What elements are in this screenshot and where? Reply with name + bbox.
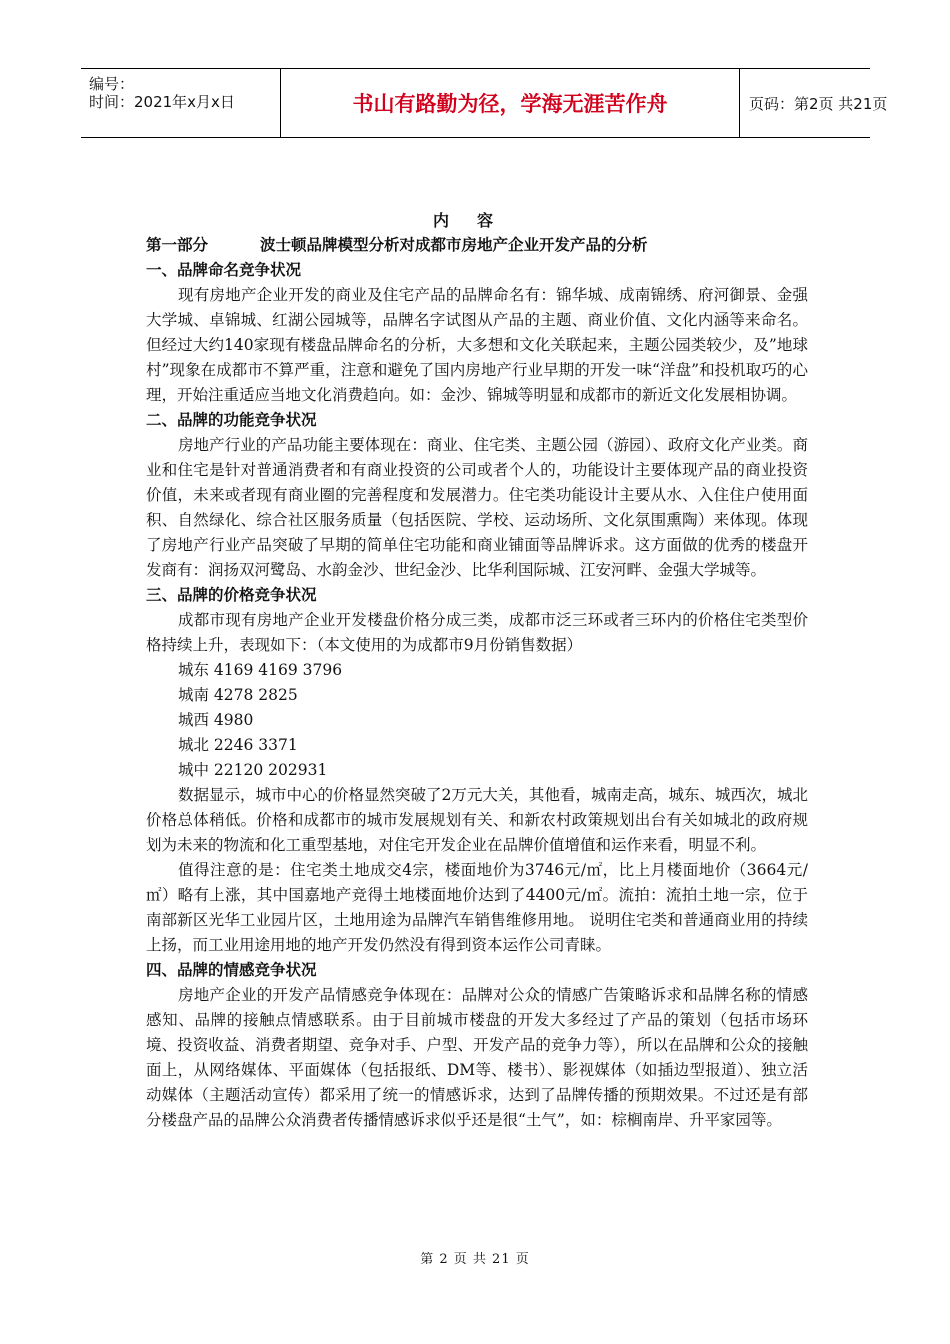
header-motto: 书山有路勤为径，学海无涯苦作舟	[280, 69, 740, 137]
price-row: 城南 4278 2825	[178, 686, 298, 704]
section-paragraph: 房地产企业的开发产品情感竞争体现在：品牌对公众的情感广告策略诉求和品牌名称的情感感知、品牌的接触点情感联系。由于目前城市楼盘的开发大多经过了产品的策划（包括市场环境、投资收益、消费者期望、竞争对手、户型、开发产品的竞争力等），所以在品牌和公众的接触面上，从网络媒体、平面媒体（包括报纸、DM等、楼书）、影视媒体（如插边型报道）、独立活动媒体（主题活动宣传）都采用了统一的情感诉求，达到了品牌传播的预期效果。不过还是有部分楼盘产品的品牌公众消费者传播情感诉求似乎还是很“土气”，如：棕榈南岸、升平家园等。	[146, 986, 808, 1129]
section-paragraph: 成都市现有房地产企业开发楼盘价格分成三类，成都市泛三环或者三环内的价格住宅类型价格持续上升，表现如下：（本文使用的为成都市9月份销售数据）	[146, 611, 808, 654]
section-heading: 三、品牌的价格竞争状况	[146, 586, 317, 604]
header-meta-cell	[81, 69, 279, 137]
section-paragraph: 数据显示，城市中心的价格显然突破了2万元大关，其他看，城南走高，城东、城西次，城北价格总体稍低。价格和成都市的城市发展规划有关、和新农村政策规划出台有关如城北的政府规划为未来的物流和化工重型基地，对住宅开发企业在品牌价值增值和运作来看，明显不利。	[146, 786, 808, 854]
page-footer: 第 2 页 共 21 页	[420, 1252, 530, 1267]
section-heading: 一、品牌命名竞争状况	[146, 261, 302, 279]
document-number-label: 编号：	[89, 75, 135, 93]
part-label: 第一部分	[146, 236, 209, 254]
price-row: 城北 2246 3371	[178, 736, 298, 754]
header-page-info: 页码：第2页 共21页	[749, 94, 888, 113]
section-paragraph: 现有房地产企业开发的商业及住宅产品的品牌命名有：锦华城、成南锦绣、府河御景、金强大学城、卓锦城、红湖公园城等，品牌名字试图从产品的主题、商业价值、文化内涵等来命名。但经过大约140家现有楼盘品牌命名的分析，大多想和文化关联起来，主题公园类较少，及”地球村”现象在成都市不算严重，注意和避免了国内房地产行业早期的开发一味“洋盘”和投机取巧的心理，开始注重适应当地文化消费趋向。如：金沙、锦城等明显和成都市的新近文化发展相协调。	[146, 286, 808, 404]
section-paragraph: 值得注意的是：住宅类土地成交4宗，楼面地价为3746元/㎡，比上月楼面地价（3664元/㎡）略有上涨，其中国嘉地产竞得土地楼面地价达到了4400元/㎡。流拍：流拍土地一宗，位于南部新区光华工业园片区，土地用途为品牌汽车销售维修用地。 说明住宅类和普通商业用的持续上扬，而工业用途用地的地产开发仍然没有得到资本运作公司青睐。	[146, 861, 808, 954]
section-heading: 二、品牌的功能竞争状况	[146, 411, 317, 429]
document-body	[146, 208, 808, 1133]
section-heading: 四、品牌的情感竞争状况	[146, 961, 317, 979]
document-title: 内容	[432, 211, 521, 230]
price-row: 城东 4169 4169 3796	[178, 661, 343, 679]
price-row: 城中 22120 202931	[178, 761, 328, 779]
section-paragraph: 房地产行业的产品功能主要体现在：商业、住宅类、主题公园（游园）、政府文化产业类。商业和住宅是针对普通消费者和有商业投资的公司或者个人的，功能设计主要体现产品的商业投资价值，未来或者现有商业圈的完善程度和发展潜力。住宅类功能设计主要从水、入住住户使用面积、自然绿化、综合社区服务质量（包括医院、学校、运动场所、文化氛围熏陶）来体现。体现了房地产行业产品突破了早期的简单住宅功能和商业铺面等品牌诉求。这方面做的优秀的楼盘开发商有：润扬双河鹭岛、水韵金沙、世纪金沙、比华利国际城、江安河畔、金强大学城等。	[146, 436, 808, 579]
document-time-label: 时间：2021年x月x日	[89, 93, 235, 111]
page-header	[81, 68, 888, 138]
price-row: 城西 4980	[178, 711, 254, 729]
part-title: 波士顿品牌模型分析对成都市房地产企业开发产品的分析	[260, 236, 648, 254]
part-heading	[146, 233, 808, 258]
